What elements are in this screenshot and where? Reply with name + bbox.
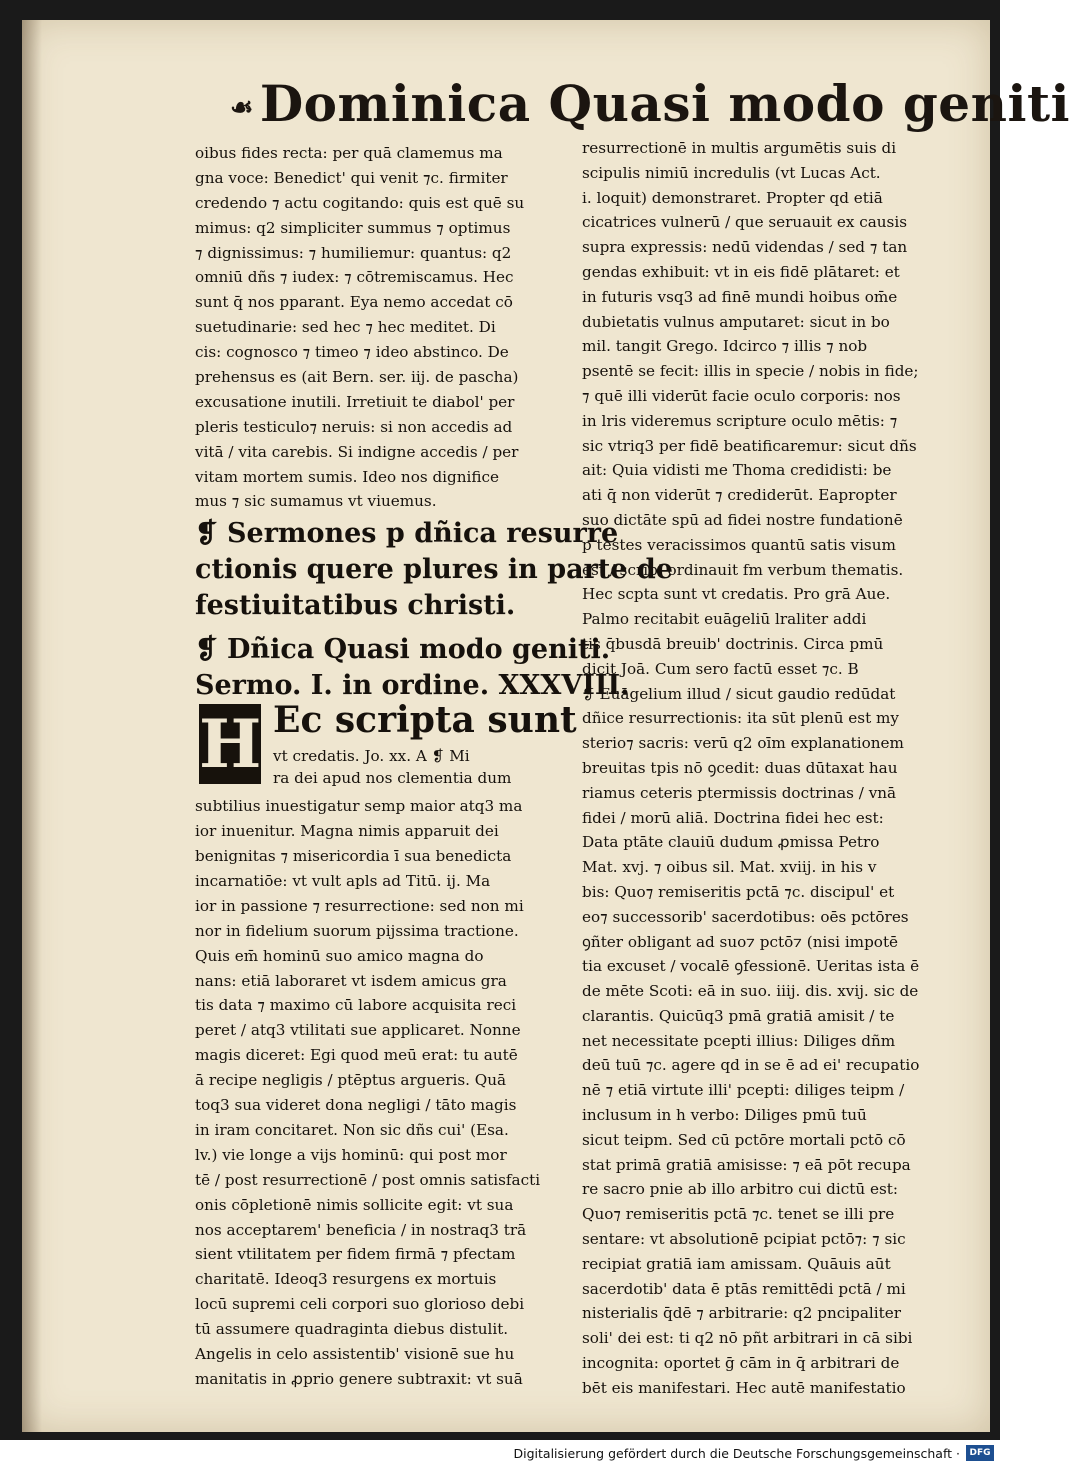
running-title-text: Dominica Quasi modo geniti bbox=[259, 74, 1070, 133]
text-line: re sacro pnie ab illo arbitro cui dictū est: bbox=[582, 1180, 898, 1199]
text-line: sicut teipm. Sed cū pctōre mortali pctō cō bbox=[582, 1130, 906, 1149]
text-line: Quo⁊ remiseritis pctā ⁊c. tenet se illi pre bbox=[582, 1205, 895, 1224]
text-line: tis q̄busdā breuib' doctrinis. Circa pmū bbox=[582, 634, 884, 653]
dfg-logo: DFG bbox=[966, 1445, 994, 1461]
text-line: ait: Quia vidisti me Thoma credidisti: be bbox=[582, 461, 892, 480]
text-line: sterio⁊ sacris: verū q2 oīm explanationem bbox=[582, 734, 904, 753]
text-line: scipulis nimiū incredulis (vt Lucas Act. bbox=[582, 163, 881, 182]
text-line: nos acceptarem' beneficia / in nostraq3 trā bbox=[195, 1220, 527, 1239]
text-line: locū supremi celi corpori suo glorioso debi bbox=[195, 1295, 525, 1314]
text-line: subtilius inuestigatur semp maior atq3 ma bbox=[195, 797, 523, 816]
text-line: est / scribi ordinauit fm verbum thematis. bbox=[582, 560, 904, 579]
text-line: ior in passione ⁊ resurrectione: sed non mi bbox=[195, 896, 524, 915]
text-line: incognita: oportet ḡ cām in q̄ arbitrari de bbox=[582, 1354, 900, 1373]
footer-bar bbox=[0, 1440, 1000, 1468]
text-line: bis: Quo⁊ remiseritis pctā ⁊c. discipul' et bbox=[582, 882, 895, 901]
sermon-title bbox=[195, 632, 630, 704]
text-line: supra expressis: nedū videndas / sed ⁊ tan bbox=[582, 238, 908, 257]
funding-credit: Digitalisierung gefördert durch die Deutsche Forschungsgemeinschaft · bbox=[513, 1446, 960, 1461]
right-column bbox=[582, 136, 944, 1401]
text-line: lv.) vie longe a vijs hominū: qui post mor bbox=[195, 1145, 507, 1164]
text-line: magis diceret: Egi quod meū erat: tu autē bbox=[195, 1046, 518, 1065]
text-line: tū assumere quadraginta diebus distulit. bbox=[195, 1320, 509, 1339]
gutter-shadow bbox=[22, 20, 42, 1432]
text-line: Mat. xvj. ⁊ oibus sil. Mat. xviij. in his v bbox=[582, 858, 877, 877]
text-line: vitam mortem sumis. Ideo nos dignifice bbox=[195, 467, 500, 486]
text-line: p testes veracissimos quantū satis visum bbox=[582, 535, 896, 554]
text-line: ꝯñter obligant ad suo⁊ pctō⁊ (nisi impotē bbox=[582, 932, 899, 951]
sermon-title-line: ❡ Dñica Quasi modo geniti. bbox=[195, 634, 611, 666]
text-line: nē ⁊ etiā virtute illi' pcepti: diliges teipm / bbox=[582, 1081, 905, 1100]
text-line: stat primā gratiā amisisse: ⁊ eā pōt recupa bbox=[582, 1155, 911, 1174]
text-line: cis: cognosco ⁊ timeo ⁊ ideo abstinco. De bbox=[195, 343, 509, 362]
text-line: charitatē. Ideoq3 resurgens ex mortuis bbox=[195, 1270, 497, 1289]
text-line: toq3 sua videret dona negligi / tāto magis bbox=[195, 1096, 517, 1115]
text-line: gna voce: Benedict' qui venit ⁊c. firmiter bbox=[195, 168, 508, 187]
text-line: ❡ Euāgelium illud / sicut gaudio redūdat bbox=[582, 684, 896, 703]
text-line: Hec scpta sunt vt credatis. Pro grā Aue. bbox=[582, 585, 891, 604]
text-line: vitā / vita carebis. Si indigne accedis / per bbox=[195, 442, 519, 461]
text-line: tē / post resurrectionē / post omnis satisfacti bbox=[195, 1170, 541, 1189]
text-line: mil. tangit Grego. Idcirco ⁊ illis ⁊ nob bbox=[582, 337, 868, 356]
incipit-block bbox=[195, 699, 577, 788]
text-line: credendo ⁊ actu cogitando: quis est quē su bbox=[195, 193, 525, 212]
text-line: ⁊ quē illi viderūt facie oculo corporis: nos bbox=[582, 386, 901, 405]
text-line: fidei / morū aliā. Doctrina fidei hec est: bbox=[582, 808, 884, 827]
text-line: pleris testiculo⁊ neruis: si non accedis ad bbox=[195, 417, 513, 436]
text-line: recipiat gratiā iam amissam. Quāuis aūt bbox=[582, 1254, 891, 1273]
text-line: dubietatis vulnus amputaret: sicut in bo bbox=[582, 312, 890, 331]
text-line: Angelis in celo assistentib' visionē sue hu bbox=[195, 1344, 515, 1363]
text-line: oibus fides recta: per quā clamemus ma bbox=[195, 144, 503, 162]
text-line: ati q̄ non viderūt ⁊ crediderūt. Eapropter bbox=[582, 486, 897, 505]
sermon-title-line: Sermo. I. in ordine. XXXVIII. bbox=[195, 670, 630, 702]
text-line: tia excuset / vocalē ꝯfessionē. Ueritas ista ē bbox=[582, 957, 920, 976]
text-line: bēt eis manifestari. Hec autē manifestatio bbox=[582, 1378, 906, 1397]
text-line: nisterialis q̄dē ⁊ arbitrarie: q2 pncipaliter bbox=[582, 1304, 901, 1323]
text-line: clarantis. Quicūq3 pmā gratiā amisit / te bbox=[582, 1006, 895, 1025]
ornament-icon: ☙ bbox=[230, 93, 254, 123]
left-lines-body bbox=[195, 794, 570, 1391]
text-line: soli' dei est: ti q2 nō pñt arbitrari in cā sibi bbox=[582, 1329, 913, 1348]
text-line: manitatis in ꝓprio genere subtraxit: vt suā bbox=[195, 1369, 523, 1388]
text-line: suo dictāte spū ad fidei nostre fundationē bbox=[582, 510, 903, 529]
text-line: psentē se fecit: illis in specie / nobis in fide; bbox=[582, 362, 919, 381]
heading-line: ❡ Sermones p dñica resurre bbox=[195, 518, 619, 550]
text-line: i. loquit) demonstraret. Propter qd etiā bbox=[582, 188, 883, 207]
text-line: excusatione inutili. Irretiuit te diabol' per bbox=[195, 392, 515, 411]
text-line: net necessitate pcepti illius: Diliges dñm bbox=[582, 1031, 896, 1050]
text-line: deū tuū ⁊c. agere qd in se ē ad ei' recupatio bbox=[582, 1056, 920, 1075]
text-line: dñice resurrectionis: ita sūt plenū est my bbox=[582, 709, 900, 728]
text-line: ra dei apud nos clementia dum bbox=[273, 769, 512, 788]
text-line: peret / atq3 vtilitati sue applicaret. Nonne bbox=[195, 1021, 521, 1040]
text-line: breuitas tpis nō ꝯcedit: duas dūtaxat hau bbox=[582, 758, 898, 777]
heading-line: festiuitatibus christi. bbox=[195, 590, 516, 622]
incipit-text: Ec scripta sunt bbox=[273, 699, 577, 742]
text-line: inclusum in h verbo: Diliges pmū tuū bbox=[582, 1106, 867, 1125]
heading-line: ctionis quere plures in parte de bbox=[195, 554, 673, 586]
text-line: onis cōpletionē nimis sollicite egit: vt sua bbox=[195, 1195, 514, 1214]
text-line: sunt q̄ nos pparant. Eya nemo accedat cō bbox=[195, 293, 513, 312]
text-line: sacerdotib' data ē ptās remittēdi pctā / mi bbox=[582, 1279, 906, 1298]
text-line: Data ptāte clauiū dudum ꝓmissa Petro bbox=[582, 833, 880, 852]
text-line: dicit Joā. Cum sero factū esset ⁊c. B bbox=[582, 659, 859, 678]
decorated-initial: H bbox=[199, 705, 262, 784]
text-line: incarnatiōe: vt vult apls ad Titū. ij. Ma bbox=[195, 872, 491, 891]
text-line: ⁊ dignissimus: ⁊ humiliemur: quantus: q2 bbox=[195, 243, 512, 262]
text-line: suetudinarie: sed hec ⁊ hec meditet. Di bbox=[195, 318, 496, 337]
text-line: in lris videremus scripture oculo mētis: ⁊ bbox=[582, 411, 898, 430]
text-line: nans: etiā laboraret vt isdem amicus gra bbox=[195, 971, 507, 990]
text-line: mus ⁊ sic sumamus vt viuemus. bbox=[195, 492, 437, 511]
text-line: gendas exhibuit: vt in eis fidē plātaret: et bbox=[582, 262, 900, 281]
text-line: ā recipe negligis / ptēptus argueris. Quā bbox=[195, 1071, 507, 1090]
text-line: sient vtilitatem per fidem firmā ⁊ pfectam bbox=[195, 1245, 516, 1264]
text-line: tis data ⁊ maximo cū labore acquisita reci bbox=[195, 996, 517, 1015]
text-line: cicatrices vulnerū / que seruauit ex causis bbox=[582, 213, 907, 232]
section-heading bbox=[195, 516, 673, 624]
text-line: benignitas ⁊ misericordia ī sua benedicta bbox=[195, 847, 512, 866]
text-line: prehensus es (ait Bern. ser. iij. de pascha) bbox=[195, 368, 519, 387]
text-line: de mēte Scoti: eā in suo. iiij. dis. xvij. sic de bbox=[582, 982, 919, 1001]
left-column bbox=[195, 141, 673, 1392]
text-line: eo⁊ successorib' sacerdotibus: oēs pctōres bbox=[582, 907, 909, 926]
text-line: in iram concitaret. Non sic dñs cui' (Esa. bbox=[195, 1120, 509, 1139]
text-line: omniū dñs ⁊ iudex: ⁊ cōtremiscamus. Hec bbox=[195, 268, 514, 287]
text-line: Palmo recitabit euāgeliū lraliter addi bbox=[582, 610, 867, 629]
text-line: riamus ceteris ptermissis doctrinas / vnā bbox=[582, 783, 897, 802]
text-line: sic vtriq3 per fidē beatificaremur: sicut dñs bbox=[582, 436, 917, 455]
text-line: sentare: vt absolutionē pcipiat pctō⁊: ⁊ sic bbox=[582, 1230, 906, 1249]
text-line: in futuris vsq3 ad finē mundi hoibus om̄e bbox=[582, 287, 898, 306]
text-line: resurrectionē in multis argumētis suis di bbox=[582, 139, 897, 157]
running-title bbox=[230, 74, 1070, 133]
text-line: nor in fidelium suorum pijssima tractione. bbox=[195, 921, 519, 940]
text-line: mimus: q2 simpliciter summus ⁊ optimus bbox=[195, 218, 511, 237]
text-line: vt credatis. Jo. xx. A ❡ Mi bbox=[273, 747, 470, 766]
left-lines-top bbox=[195, 141, 570, 514]
text-line: Quis em̄ hominū suo amico magna do bbox=[195, 946, 484, 965]
text-line: ior inuenitur. Magna nimis apparuit dei bbox=[195, 822, 499, 841]
